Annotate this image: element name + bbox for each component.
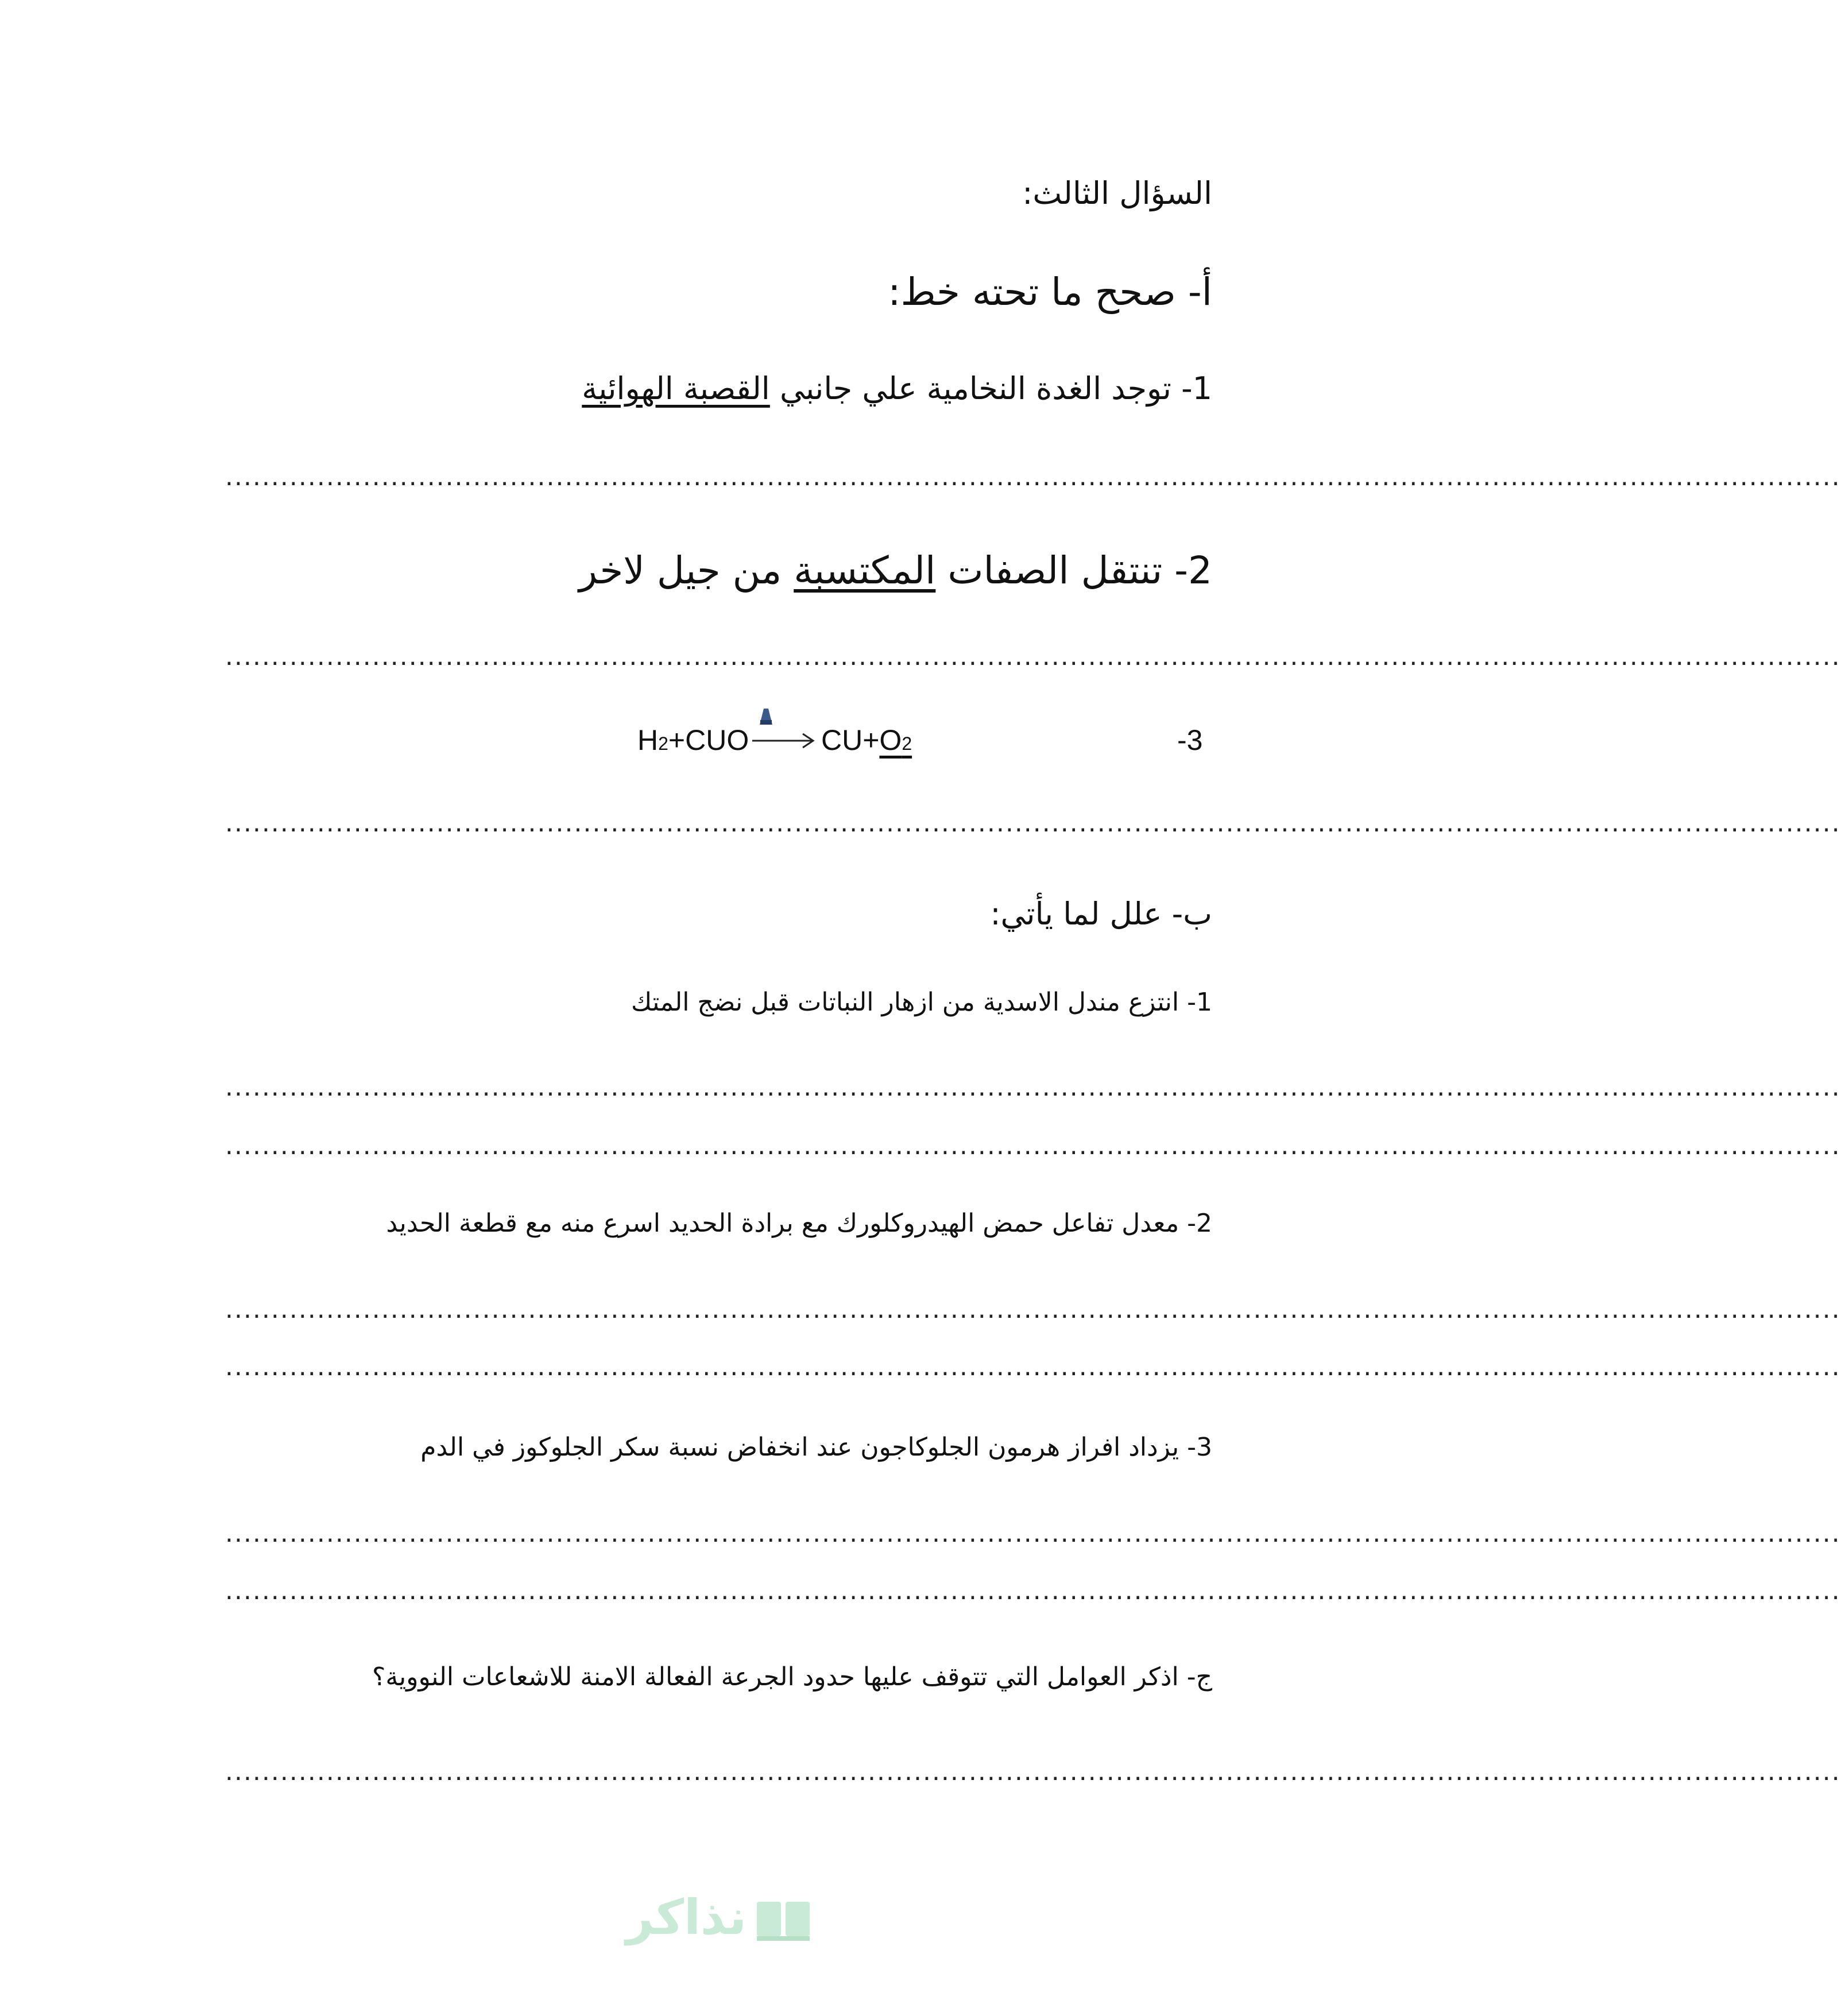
part-c-heading: ج- اذكر العوامل التي تتوقف عليها حدود الجرعة الفعالة الامنة للاشعاعات النووية؟ (372, 1662, 1212, 1692)
question-title: السؤال الثالث: (1022, 175, 1212, 211)
part-a-item-3-number: -3 (1177, 724, 1203, 756)
answer-line[interactable]: ................................................................................................................................................................................ (225, 1519, 1841, 1548)
watermark-logo (626, 1889, 815, 1947)
heat-arrow-icon (751, 706, 820, 758)
part-b-item-3: 3- يزداد افراز هرمون الجلوكاجون عند انخفاض نسبة سكر الجلوكوز في الدم (420, 1433, 1212, 1462)
book-icon (752, 1894, 815, 1945)
underlined-term: O2 (879, 724, 912, 756)
answer-line[interactable]: ................................................................................................................................................................................ (225, 1352, 1841, 1382)
answer-line[interactable]: ................................................................................................................................................................................ (225, 642, 1841, 671)
answer-line[interactable]: ................................................................................................................................................................................ (225, 1131, 1841, 1160)
watermark-text: نذاكر (626, 1889, 747, 1945)
item-text: توجد الغدة النخامية علي جانبي (769, 370, 1171, 407)
answer-line[interactable]: ................................................................................................................................................................................ (225, 462, 1841, 492)
answer-line[interactable]: ................................................................................................................................................................................ (225, 1295, 1841, 1324)
part-b-item-1: 1- انتزع مندل الاسدية من ازهار النباتات قبل نضج المتك (631, 988, 1212, 1017)
answer-line[interactable]: ................................................................................................................................................................................ (225, 1757, 1841, 1786)
underlined-term: المكتسبة (794, 548, 936, 593)
part-a-item-1 (582, 370, 1212, 407)
part-a-heading: أ- صحح ما تحته خط: (888, 270, 1212, 314)
chemical-equation (637, 706, 959, 758)
part-b-item-2: 2- معدل تفاعل حمض الهيدروكلورك مع برادة الحديد اسرع منه مع قطعة الحديد (386, 1209, 1212, 1238)
answer-line[interactable]: ................................................................................................................................................................................ (225, 808, 1841, 838)
part-a-item-2: 2- تنتقل الصفات المكتسبة من جيل لاخر (579, 548, 1212, 593)
item-number: 1- (1181, 370, 1212, 407)
item-number: 2- (1174, 548, 1212, 593)
answer-line[interactable]: ................................................................................................................................................................................ (225, 1576, 1841, 1605)
answer-line[interactable]: ................................................................................................................................................................................ (225, 1073, 1841, 1102)
part-b-heading: ب- علل لما يأتي: (990, 896, 1212, 932)
equation-products: CU+O2 (821, 724, 912, 756)
item-text: تنتقل الصفات (935, 548, 1163, 593)
underlined-term: القصبة الهوائية (582, 370, 770, 407)
equation-reactants: H2+CUO (637, 724, 749, 756)
